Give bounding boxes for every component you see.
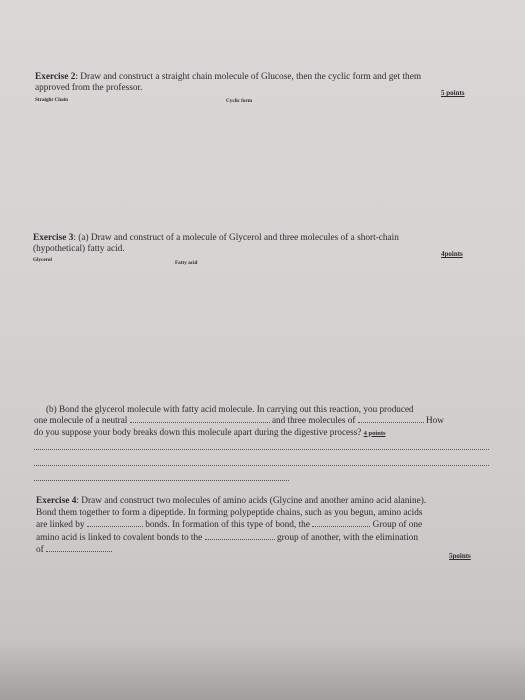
exercise-2-label: Exercise 2 xyxy=(35,72,76,82)
exercise-2-text xyxy=(35,72,421,94)
answer-line-2[interactable] xyxy=(34,465,489,466)
exercise-4-line-3c: Group of one xyxy=(372,520,423,531)
group-one-blank[interactable] xyxy=(312,519,370,527)
group-another-blank[interactable] xyxy=(205,532,275,540)
exercise-3b-text xyxy=(34,404,444,439)
exercise-2-line-2: approved from the professor. xyxy=(35,83,143,94)
exercise-4-line-2: Bond them together to form a dipeptide. In forming polypeptide chains, such as you begun, amino acids xyxy=(36,507,423,518)
exercise-3b-points: 4 points xyxy=(363,429,386,437)
exercise-4-line-1: : Draw and construct two molecules of amino acids (Glycine and another amino acid alanine). xyxy=(76,496,427,506)
neutral-blank[interactable] xyxy=(130,415,270,423)
exercise-3-fatty-acid-label: Fatty acid xyxy=(175,260,198,266)
exercise-3-line-1: : (a) Draw and construct of a molecule of Glycerol and three molecules of a short-chain xyxy=(73,233,399,243)
exercise-4-line-4b: group of another, with the elimination xyxy=(276,532,419,543)
exercise-2-cyclic-form-label: Cyclic form xyxy=(226,98,253,104)
exercise-3b-line-3: do you suppose your body breaks down this molecule apart during the digestive process? xyxy=(34,426,362,437)
molecules-blank[interactable] xyxy=(358,415,424,423)
exercise-3b-line-2b: and three molecules of xyxy=(271,415,356,426)
exercise-4-line-3b: bonds. In formation of this type of bond, the xyxy=(145,520,310,531)
exercise-3-line-2: (hypothetical) fatty acid. xyxy=(33,244,125,255)
exercise-4-line-4a: amino acid is linked to covalent bonds to the xyxy=(36,532,203,543)
page-shadow xyxy=(0,640,525,700)
exercise-4-points: 5points xyxy=(449,552,471,560)
exercise-2-straight-chain-label: Straight Chain xyxy=(35,97,69,103)
exercise-4-line-3a: are linked by xyxy=(36,520,85,531)
answer-line-1[interactable] xyxy=(34,449,489,450)
exercise-3-label: Exercise 3 xyxy=(33,233,74,243)
bond-type-blank[interactable] xyxy=(87,519,143,527)
exercise-4-text xyxy=(36,496,426,557)
exercise-3b-line-2c: How xyxy=(425,415,444,426)
exercise-3-points: 4points xyxy=(441,250,463,258)
exercise-4-label: Exercise 4 xyxy=(36,496,77,506)
answer-line-3[interactable] xyxy=(34,480,289,481)
exercise-2-points: 5 points xyxy=(441,89,465,97)
exercise-3b-line-1: (b) Bond the glycerol molecule with fatty acid molecule. In carrying out this reaction, you produced xyxy=(46,404,414,414)
exercise-3-glycerol-label: Glycerol xyxy=(33,257,52,263)
exercise-3b-line-2a: one molecule of a neutral xyxy=(34,415,128,426)
exercise-2-line-1: : Draw and construct a straight chain molecule of Glucose, then the cyclic form and get them xyxy=(75,72,422,82)
exercise-4-line-5a: of xyxy=(36,545,44,556)
exercise-3a-text xyxy=(33,233,399,255)
elimination-blank[interactable] xyxy=(46,544,112,552)
